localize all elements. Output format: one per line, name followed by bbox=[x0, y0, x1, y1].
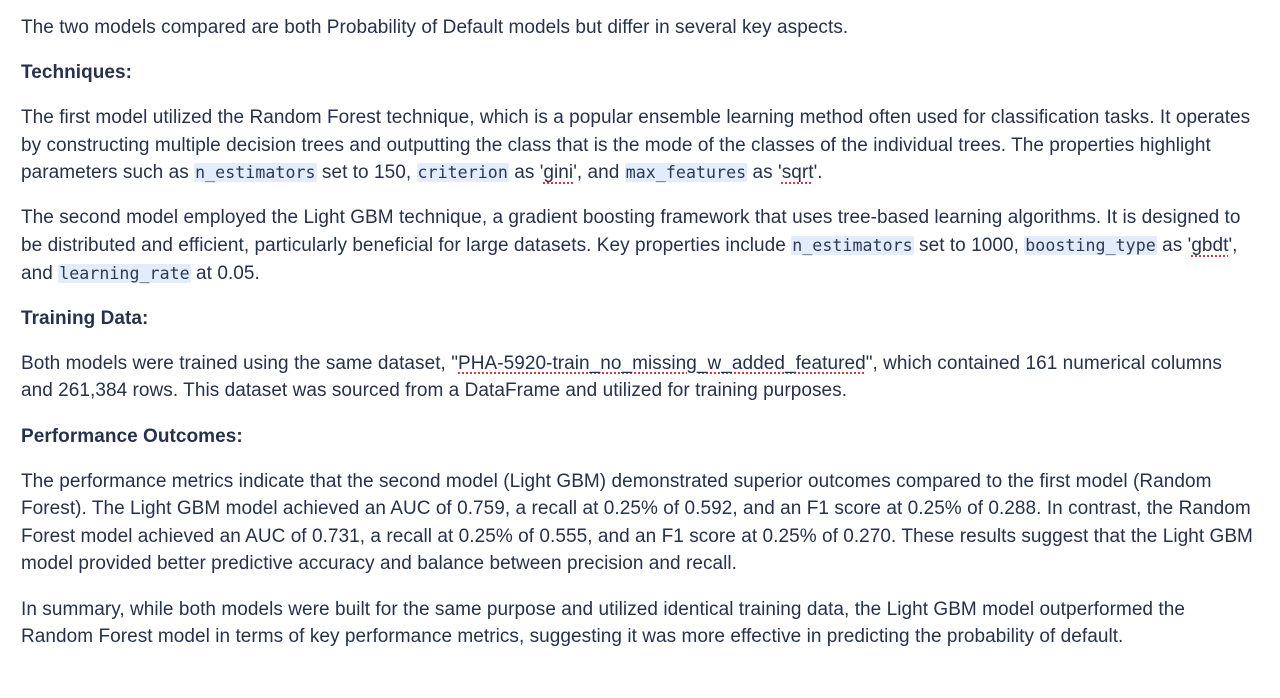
rf-gini-word: gini bbox=[543, 162, 574, 184]
lgbm-text-3: as ' bbox=[1156, 235, 1192, 257]
lgbm-text-2: set to 1000, bbox=[913, 235, 1025, 257]
random-forest-paragraph bbox=[21, 104, 1256, 187]
rf-criterion-code: criterion bbox=[417, 163, 508, 183]
dataset-name: PHA-5920-train_no_missing_w_added_featured bbox=[458, 352, 866, 374]
performance-paragraph: The performance metrics indicate that the second model (Light GBM) demonstrated superior outcomes compared to the first model (Random Forest). The Light GBM model achieved an AUC of 0.759, a recall at 0.25% of 0.592, and an F1 score at 0.25% of 0.288. In contrast, the Random Forest model achieved an AUC of 0.731, a recall at 0.25% of 0.555, and an F1 score at 0.25% of 0.270. These results suggest that the Light GBM model provided better predictive accuracy and balance between precision and recall. bbox=[21, 470, 1253, 575]
training-data-paragraph bbox=[21, 350, 1256, 405]
rf-max-features-code: max_features bbox=[625, 163, 747, 183]
performance-heading: Performance Outcomes: bbox=[21, 425, 243, 447]
lgbm-learning-rate-code: learning_rate bbox=[59, 263, 190, 283]
lgbm-text-1: The second model employed the Light GBM technique, a gradient boosting framework that uses tree-based learning algorithms. It is designed to be distributed and efficient, particularly beneficial for large datasets. Key properties include bbox=[21, 207, 1241, 257]
training-text-1: Both models were trained using the same dataset, " bbox=[21, 352, 458, 374]
rf-text-2: set to 150, bbox=[316, 162, 417, 184]
lgbm-n-estimators-code: n_estimators bbox=[792, 236, 913, 256]
lgbm-text-4: ', and bbox=[21, 235, 1238, 284]
rf-text-6: '. bbox=[813, 162, 823, 184]
rf-text-1: The first model utilized the Random Forest technique, which is a popular ensemble learning method often used for classification tasks. It operates by constructing multiple decision trees and outputting the class that is the mode of the classes of the individual trees. The properties highlight parameters such as bbox=[21, 107, 1251, 184]
lgbm-gbdt-word: gbdt bbox=[1191, 235, 1229, 257]
summary-paragraph: In summary, while both models were built for the same purpose and utilized identical training data, the Light GBM model outperformed the Random Forest model in terms of key performance metrics, suggesting it was more effective in predicting the probability of default. bbox=[21, 598, 1185, 648]
techniques-heading: Techniques: bbox=[21, 62, 133, 84]
response-content bbox=[21, 14, 1256, 651]
rf-n-estimators-code: n_estimators bbox=[195, 163, 316, 183]
rf-text-5: as ' bbox=[747, 162, 782, 184]
rf-text-3: as ' bbox=[508, 162, 544, 184]
lgbm-text-5: at 0.05. bbox=[190, 262, 260, 284]
rf-sqrt-word: sqrt bbox=[781, 162, 814, 184]
training-data-heading: Training Data: bbox=[21, 307, 149, 329]
light-gbm-paragraph bbox=[21, 204, 1256, 287]
intro-paragraph: The two models compared are both Probability of Default models but differ in several key aspects. bbox=[21, 17, 849, 38]
lgbm-boosting-type-code: boosting_type bbox=[1025, 236, 1156, 256]
training-text-2: ", which contained 161 numerical columns and 261,384 rows. This dataset was sourced from a DataFrame and utilized for training purposes. bbox=[21, 352, 1222, 402]
rf-text-4: ', and bbox=[573, 162, 625, 184]
